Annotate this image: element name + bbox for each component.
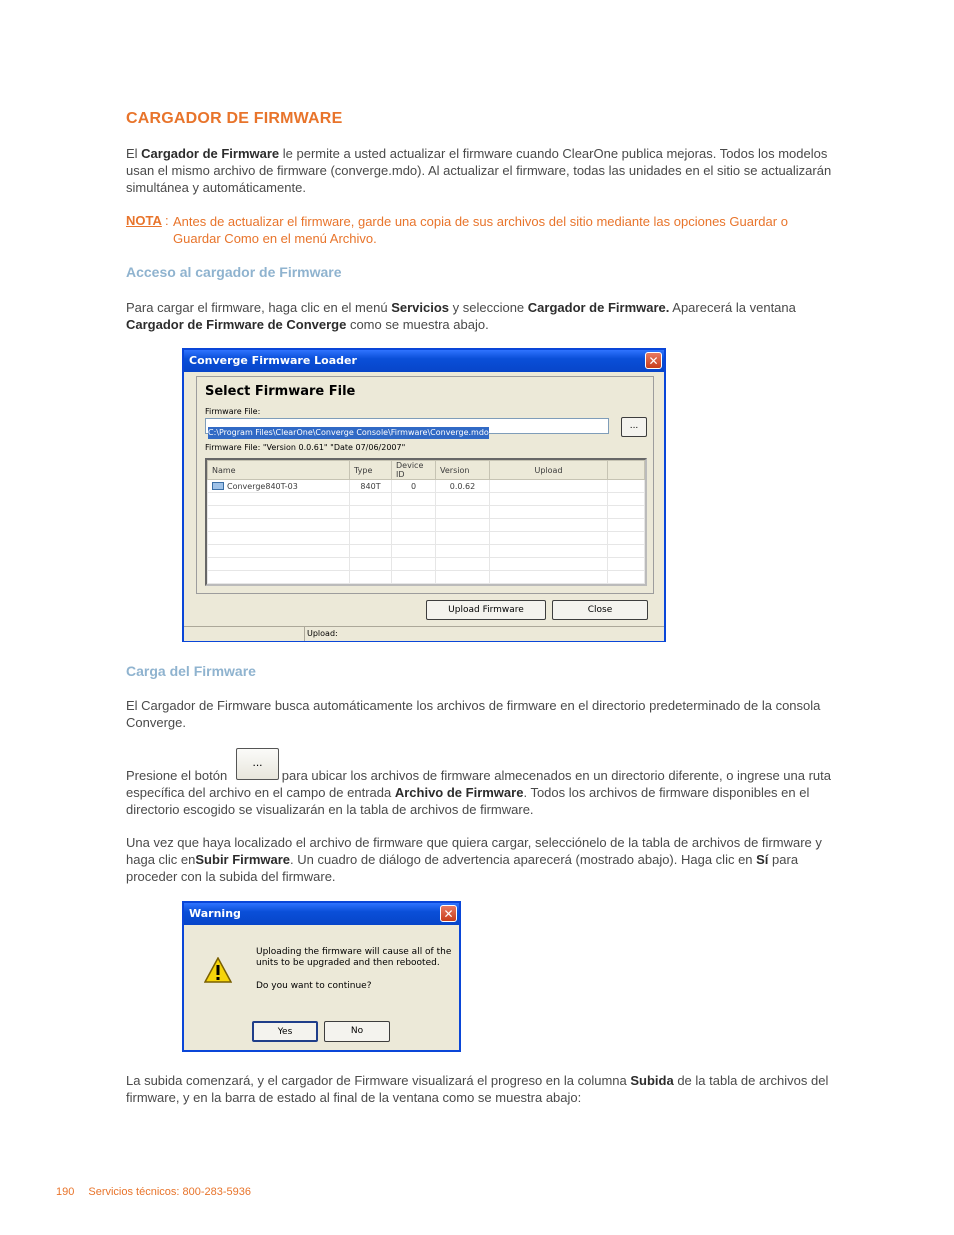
loader-titlebar: [184, 350, 664, 372]
load-heading: Carga del Firmware: [126, 663, 256, 679]
firmware-loader-window: [182, 348, 666, 642]
column-header[interactable]: Device ID: [392, 461, 436, 480]
browse-button-example: ...: [236, 748, 279, 780]
status-bar: [184, 626, 664, 641]
intro-paragraph: El Cargador de Firmware le permite a usted actualizar el firmware cuando ClearOne publica mejoras. Todos los modelos usan el mismo archivo de firmware (converge.mdo). Al actualizar el firmware, todas las unidades en el sitio se actualizarán simultánea y automáticamente.: [126, 146, 832, 195]
no-button[interactable]: No: [324, 1021, 390, 1042]
table-row: [208, 532, 645, 545]
access-heading: Acceso al cargador de Firmware: [126, 264, 342, 280]
table-row: [208, 571, 645, 584]
table-row: [208, 493, 645, 506]
yes-button[interactable]: Yes: [252, 1021, 318, 1042]
firmware-table[interactable]: [205, 458, 647, 586]
firmware-file-input[interactable]: C:\Program Files\ClearOne\Converge Console\Firmware\Converge.mdo: [205, 418, 609, 434]
warning-window: [182, 901, 461, 1052]
column-header[interactable]: Name: [208, 461, 350, 480]
warning-message: Uploading the firmware will cause all of the units to be upgraded and then rebooted.: [256, 947, 452, 968]
table-row: [208, 558, 645, 571]
browse-paragraph: Presione el botón para ubicar los archivos de firmware almecenados en un directorio diferente, o ingrese una ruta específica del archivo en el campo de entrada Archivo de Firmware. Todos los archivos de firmware disponibles en el directorio escogido se visualizarán en la tabla de archivos de firmware.: [126, 768, 831, 817]
column-header[interactable]: Type: [350, 461, 392, 480]
warning-title: Warning: [189, 907, 241, 920]
section-title: CARGADOR DE FIRMWARE: [126, 110, 343, 127]
column-header-filler: [608, 461, 645, 480]
close-icon[interactable]: ✕: [645, 352, 662, 369]
upload-firmware-button[interactable]: Upload Firmware: [426, 600, 546, 620]
warning-icon: [204, 957, 232, 987]
table-row: [208, 506, 645, 519]
page-number: 190: [56, 1186, 75, 1198]
select-paragraph: Una vez que haya localizado el archivo de firmware que quiera cargar, selecciónelo de la tabla de archivos de firmware y haga clic enSubir Firmware. Un cuadro de diálogo de advertencia aparecerá (mostrado abajo). Haga clic en Sí para proceder con la subida del firmware.: [126, 835, 822, 884]
progress-paragraph: La subida comenzará, y el cargador de Firmware visualizará el progreso en la columna Subida de la tabla de archivos del firmware, y en la barra de estado al final de la ventana como se muestra abajo:: [126, 1073, 829, 1105]
warning-question: Do you want to continue?: [256, 981, 372, 991]
firmware-file-label: Firmware File:: [205, 407, 261, 416]
note-colon: :: [165, 213, 169, 228]
browse-button[interactable]: ...: [621, 417, 647, 437]
note-text: Antes de actualizar el firmware, garde una copia de sus archivos del sitio mediante las opciones Guardar o Guardar Como en el menú Archivo.: [173, 214, 788, 246]
footer-text: Servicios técnicos: 800-283-5936: [88, 1186, 252, 1198]
table-header: [208, 461, 645, 480]
close-button[interactable]: Close: [552, 600, 648, 620]
column-header[interactable]: Version: [436, 461, 490, 480]
close-icon[interactable]: ✕: [440, 905, 457, 922]
upload-status: Upload:: [304, 627, 338, 641]
note-label: NOTA: [126, 213, 162, 228]
table-row: [208, 545, 645, 558]
auto-search-paragraph: El Cargador de Firmware busca automáticamente los archivos de firmware en el directorio predeterminado de la consola Converge.: [126, 698, 821, 730]
column-header[interactable]: Upload: [490, 461, 608, 480]
access-paragraph: Para cargar el firmware, haga clic en el menú Servicios y seleccione Cargador de Firmware. Aparecerá la ventana Cargador de Firmware de Converge como se muestra abajo.: [126, 300, 796, 332]
loader-panel: [196, 376, 654, 594]
device-icon: [212, 482, 224, 490]
loader-title: Converge Firmware Loader: [189, 354, 357, 367]
footer: [56, 1186, 265, 1198]
table-row: [208, 519, 645, 532]
firmware-info: Firmware File: "Version 0.0.61" "Date 07/06/2007": [205, 443, 406, 452]
table-row[interactable]: Converge840T-03 840T 0 0.0.62: [208, 480, 645, 493]
loader-heading: Select Firmware File: [205, 384, 356, 399]
warning-titlebar: [184, 903, 459, 925]
